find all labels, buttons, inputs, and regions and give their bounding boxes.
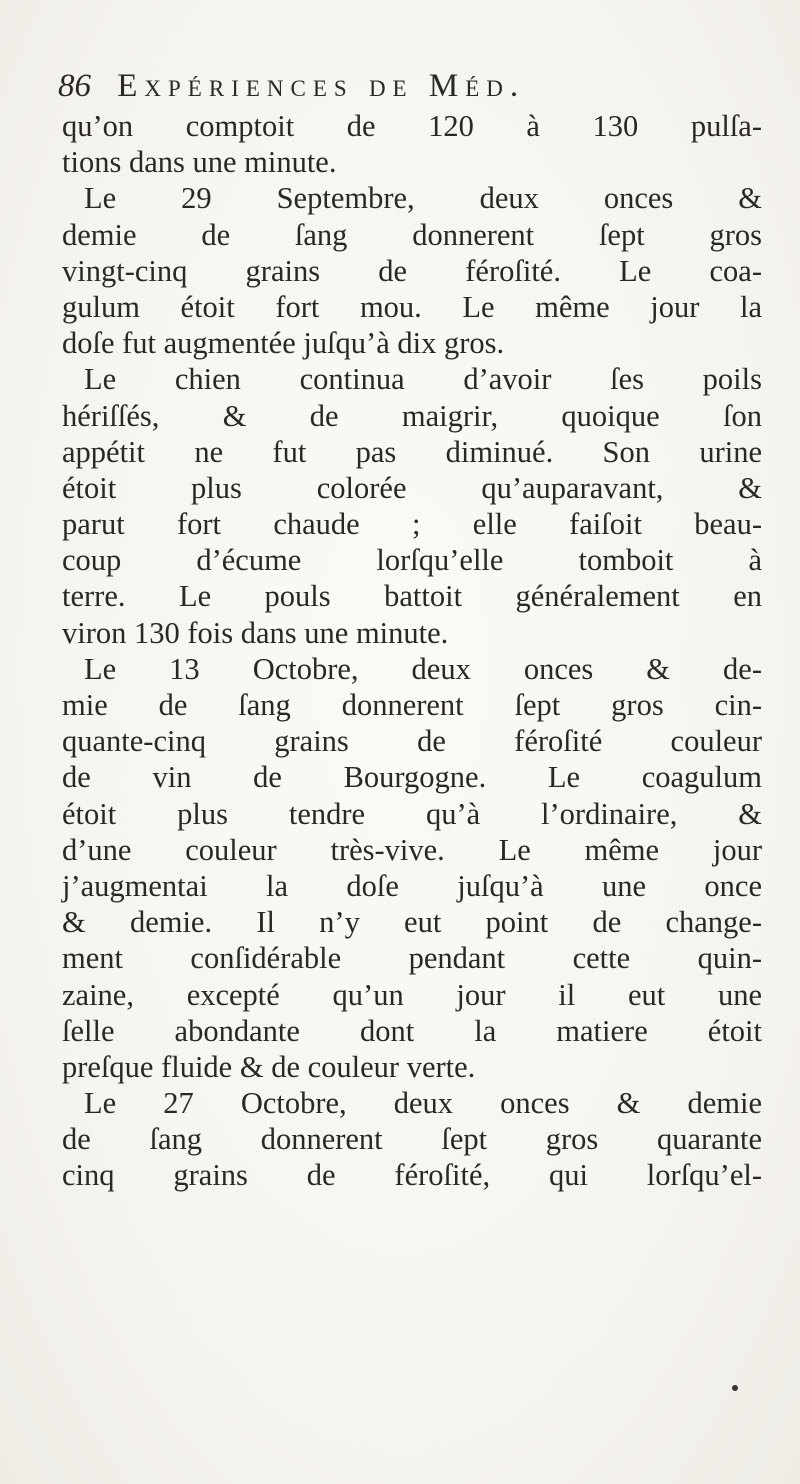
- text-line: doſe fut augmentée juſqu’à dix gros.: [62, 326, 505, 361]
- text-line: ment conſidérable pendant cette quin-: [62, 941, 762, 976]
- text-line: & demie. Il n’y eut point de change-: [62, 905, 762, 940]
- ink-speck: [732, 1385, 738, 1391]
- text-line: coup d’écume lorſqu’elle tomboit à: [62, 543, 762, 578]
- text-line: tions dans une minute.: [62, 145, 337, 180]
- text-line: ſelle abondante dont la matiere étoit: [62, 1013, 762, 1048]
- text-line: vingt-cinq grains de féroſité. Le coa-: [62, 253, 762, 288]
- text-line: gulum étoit fort mou. Le même jour la: [62, 289, 762, 324]
- text-line: preſque fluide & de couleur verte.: [62, 1049, 476, 1084]
- text-line: j’augmentai la doſe juſqu’à une once: [62, 868, 762, 903]
- text-line: Le 27 Octobre, deux onces & demie: [84, 1086, 762, 1121]
- text-line: qu’on comptoit de 120 à 130 pulſa-: [62, 109, 762, 143]
- text-line: étoit plus colorée qu’auparavant, &: [62, 470, 762, 505]
- text-line: Le 29 Septembre, deux onces &: [84, 181, 762, 216]
- text-line: parut fort chaude ; elle faiſoit beau-: [62, 507, 762, 542]
- text-line: Le 13 Octobre, deux onces & de-: [84, 651, 762, 686]
- text-line: d’une couleur très-vive. Le même jour: [62, 832, 762, 867]
- running-title: Expériences de Méd.: [117, 68, 526, 104]
- text-line: viron 130 fois dans une minute.: [62, 615, 449, 650]
- text-line: quante-cinq grains de féroſité couleur: [62, 724, 762, 759]
- running-head: [58, 66, 758, 106]
- text-line: zaine, excepté qu’un jour il eut une: [62, 977, 762, 1012]
- text-line: terre. Le pouls battoit généralement en: [62, 579, 762, 614]
- text-line: demie de ſang donnerent ſept gros: [62, 217, 762, 252]
- body-text: [62, 108, 762, 1194]
- text-line: appétit ne fut pas diminué. Son urine: [62, 434, 762, 469]
- text-line: cinq grains de féroſité, qui lorſqu’el-: [62, 1158, 762, 1193]
- text-line: de vin de Bourgogne. Le coagulum: [62, 760, 762, 795]
- text-line: mie de ſang donnerent ſept gros cin-: [62, 688, 762, 722]
- text-line: étoit plus tendre qu’à l’ordinaire, &: [62, 796, 762, 831]
- text-line: Le chien continua d’avoir ſes poils: [84, 362, 762, 397]
- text-line: de ſang donnerent ſept gros quarante: [62, 1122, 762, 1157]
- text-line: hériſſés, & de maigrir, quoique ſon: [62, 398, 762, 433]
- page-number: 86: [58, 68, 91, 104]
